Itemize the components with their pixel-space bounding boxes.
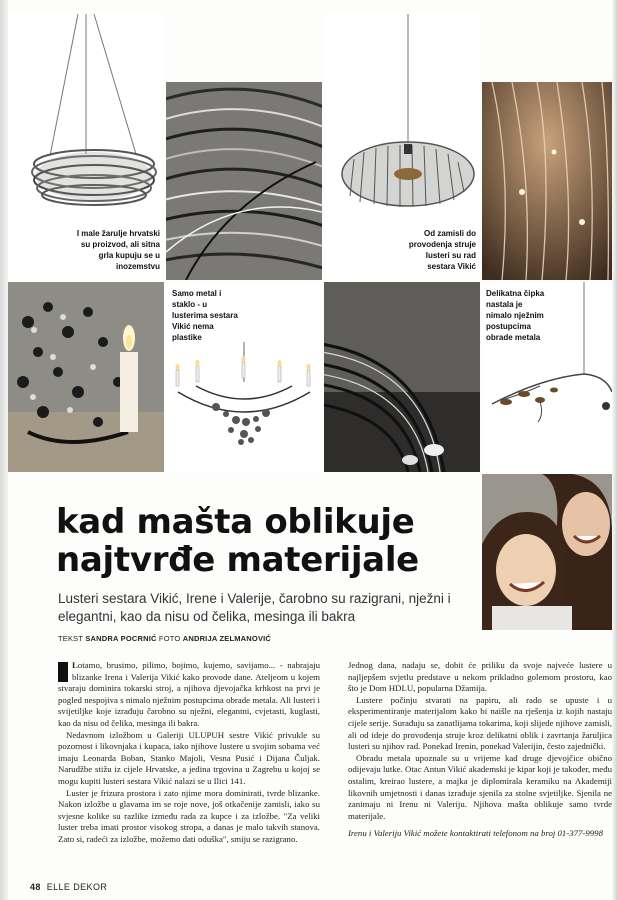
caption-metal-and-glass: Samo metal i staklo - u lusterima sestara Vikić nema plastike [172, 289, 238, 342]
caption-delicate-lace: Delikatna čipka nastala je nimalo nježnim postupcima obrade metala [486, 289, 545, 342]
drop-cap [58, 662, 68, 682]
credit-text-label: TEKST [58, 634, 84, 643]
caption-idea-to-current: Od zamisli do provodenja struje lusteri su rad sestara Vikić [400, 228, 476, 272]
warm-metal-rods-illustration [482, 82, 612, 280]
page-number: 48 [30, 882, 41, 892]
candle-chandelier-illustration [8, 282, 164, 472]
contact-note: Irenu i Valeriju Vikić možete kontaktirati telefonom na broj 01-377-9998 [348, 828, 603, 839]
page-folio [30, 882, 107, 892]
swirling-wires-illustration [166, 82, 322, 280]
photo-warm-metal-rods [482, 82, 612, 280]
body-paragraph [58, 660, 320, 730]
headline-line-2: najtvrđe materijale [56, 540, 419, 580]
headline-line-1: kad mašta oblikuje [56, 502, 415, 542]
article-subhead: Lusteri sestara Vikić, Irene i Valerije, čarobno su razigrani, nježni i elegantni, kao da nisu od čelika, mesinga ili bakra [58, 591, 451, 624]
drop-cap-letter: L [72, 660, 78, 670]
body-column-right [348, 660, 612, 840]
body-paragraph: Lustere počinju stvarati na papiru, ali rado se upuste i u eksperimentiranje materijalom kako bi naišle na rješenja iz kojih nastaju cijele serije. Surađuju sa zanatlijama tokarima, koji slijede njihove zamisli, ali od ideje do provođenja struje kroz delikatni oblik i zavrtanja žaruljica lusteri su njihov rad. Ponekad Irenin, ponekad Valerijin, često zajednički. [348, 694, 612, 752]
photo-grid-divider [164, 82, 166, 472]
body-column-left [58, 660, 320, 846]
body-paragraph: Jednog dana, nadaju se, dobit će priliku da svoje najveće lustere u najljepšem svjetlu predstave u nekom prikladno golemom prostoru, kao što je Dom HDLU, popularna Džamija. [348, 660, 612, 694]
body-paragraph: Nedavnom izložbom u Galeriji ULUPUH sestre Vikić privukle su pozornost i likovnjaka i kupaca, iako njihove lustere u svojim sobama već imaju Leonarda Boban, Stanko Majoli, Vesna Pusić i Dijana Čuljak. Narudžbe stižu iz cijele Hrvatske, a jedina trgovina u Zagrebu u kojoj se mogu kupiti lusteri sestara Vikić nalazi se u Ilici 141. [58, 729, 320, 786]
credit-text-author: SANDRA POCRNIĆ [85, 634, 157, 643]
body-paragraph: Luster je frizura prostora i zato njime mora dominirati, tvrde blizanke. Nakon izložbe u glavama im se roje nove, još otkačenije zamisli, iako su svjesne kolike su razlike između rada za kupce i za izložbe. "Za veliki luster treba imati prostor visokog stropa, a danas je malo takvih stanova. Zato si, radeći za izložbe, možemo dati oduška", smiju se razigrano. [58, 787, 320, 844]
body-paragraph-text: otamo, brusimo, pilimo, bojimo, kujemo, savijamo... - nabrajaju blizanke Irena i Valerija Vikić kako provode dane. Ateljeom u kojem stvaraju dominira tokarski stroj, a njihova djevojačka krhkost na prvi je pogled nespojiva s nimalo nježnim postupcima obrade metala. Ali lusteri i svijetiljke koje izrađuju čarobno su nježni, elegantni, cvjetasti, kuglasti, kao da nisu od čelika, mesinga ili bakra. [58, 660, 320, 728]
article-headline [56, 503, 476, 579]
sisters-portrait-illustration [482, 474, 612, 630]
body-paragraph: Obradu metala upoznale su u vrijeme kad druge djevojčice obično odijevaju lutke. Otac Antun Vikić akademski je kipar koji je također, među ostalim, kreirao lustere, a majka je diplomirala keramiku na Akademiji likovnih umjetnosti i danas izrađuje sjenila za stolne svjetiljke. Sjenila ne zanimaju ni Irenu ni Valeriju. Njihova mašta oblikuje samo tvrde materijale. [348, 752, 612, 821]
scan-edge-left [0, 0, 8, 900]
metal-spiral-illustration [324, 282, 480, 472]
photo-sisters-portrait [482, 474, 612, 630]
article-credits [58, 634, 271, 643]
credit-photo-label: FOTO [158, 634, 181, 643]
scan-edge-right [612, 0, 618, 900]
magazine-name: ELLE DEKOR [46, 882, 108, 892]
photo-swirling-wires [166, 82, 322, 280]
caption-small-bulbs: I male žarulje hrvatski su proizvod, ali sitna grla kupuju se u inozemstvu [76, 229, 160, 271]
credit-photo-author: ANDRIJA ZELMANOVIĆ [182, 634, 272, 643]
photo-candle-chandelier [8, 282, 164, 472]
photo-metal-spiral [324, 282, 480, 472]
